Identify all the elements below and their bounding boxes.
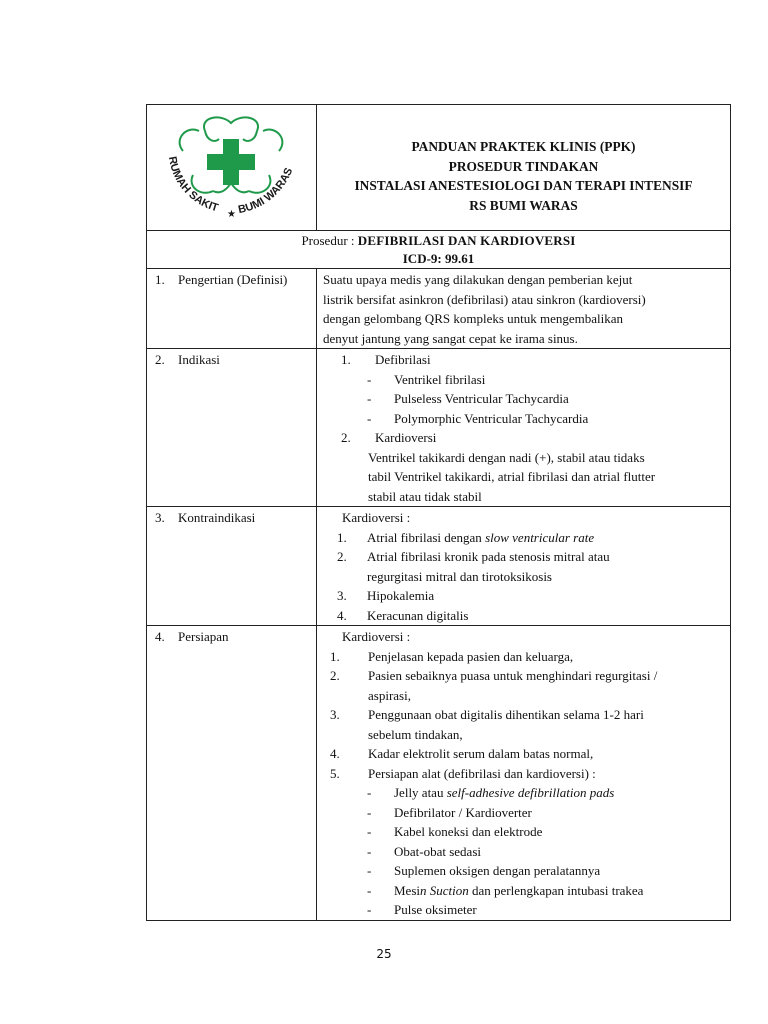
section-label-persiapan: 4. Persiapan: [147, 626, 317, 921]
sub-item: - Kabel koneksi dan elektrode: [367, 824, 543, 839]
hospital-logo: [147, 105, 317, 226]
persiapan-intro: Kardioversi :: [342, 629, 411, 644]
kardioversi-desc: tabil Ventrikel takikardi, atrial fibrilasi dan atrial flutter: [368, 469, 656, 484]
logo-text-left: RUMAH SAKIT: [165, 155, 220, 215]
header-title-1: PANDUAN PRAKTEK KLINIS (PPK): [411, 139, 636, 154]
list-item: 2. Pasien sebaiknya puasa untuk menghindari regurgitasi / aspirasi,: [330, 668, 658, 703]
sub-item: - Ventrikel fibrilasi: [367, 371, 486, 387]
logo-cell: [147, 105, 317, 231]
list-item: 1. Atrial fibrilasi dengan slow ventricular rate: [337, 529, 595, 545]
section-body-persiapan: [317, 626, 731, 921]
pengertian-line: dengan gelombang QRS kompleks untuk mengembalikan: [323, 311, 624, 326]
pengertian-line: Suatu upaya medis yang dilakukan dengan pemberian kejut: [323, 272, 633, 287]
sub-item: - Pulse oksimeter: [367, 902, 477, 917]
header-title-4: RS BUMI WARAS: [469, 197, 578, 213]
pengertian-line: denyut jantung yang sangat cepat ke irama sinus.: [323, 330, 578, 346]
list-item: 4. Kadar elektrolit serum dalam batas normal,: [330, 746, 594, 761]
list-item: 3. Hipokalemia: [337, 588, 435, 603]
header-title-3: INSTALASI ANESTESIOLOGI DAN TERAPI INTENSIF: [354, 178, 693, 193]
section-body-kontraindikasi: [317, 507, 731, 626]
list-item: 5. Persiapan alat (defibrilasi dan kardioversi) :: [330, 765, 596, 781]
procedure-label: Prosedur :: [301, 233, 355, 248]
kardioversi-desc: Ventrikel takikardi dengan nadi (+), stabil atau tidaks: [368, 449, 645, 465]
section-label-indikasi: 2. Indikasi: [147, 349, 317, 507]
procedure-name: DEFIBRILASI DAN KARDIOVERSI: [357, 233, 576, 248]
section-label-kontraindikasi: 3. Kontraindikasi: [147, 507, 317, 626]
procedure-title-cell: [147, 231, 731, 269]
ppk-table: [146, 104, 731, 921]
pengertian-line: listrik bersifat asinkron (defibrilasi) atau sinkron (kardioversi): [323, 291, 646, 307]
page-number: 25: [376, 947, 392, 961]
section-label-pengertian: 1. Pengertian (Definisi): [147, 269, 317, 349]
list-item: 3. Penggunaan obat digitalis dihentikan selama 1-2 hari sebelum tindakan,: [330, 707, 644, 742]
sub-item: - Suplemen oksigen dengan peralatannya: [367, 863, 601, 878]
logo-text-right: BUMI WARAS: [237, 166, 296, 217]
list-item: 1. Defibrilasi: [341, 352, 431, 367]
header-title-2: PROSEDUR TINDAKAN: [448, 158, 599, 174]
list-item: 2. Kardioversi: [341, 430, 437, 445]
kardioversi-desc: stabil atau tidak stabil: [368, 488, 482, 504]
icd-code: ICD-9: 99.61: [402, 251, 475, 266]
sub-item: - Polymorphic Ventricular Tachycardia: [367, 410, 589, 426]
sub-item: - Obat-obat sedasi: [367, 843, 482, 859]
section-body-pengertian: [317, 269, 731, 349]
list-item: 2. Atrial fibrilasi kronik pada stenosis mitral atau regurgitasi mitral dan tirotoksikosis: [337, 549, 610, 584]
list-item: 1. Penjelasan kepada pasien dan keluarga,: [330, 648, 574, 664]
sub-item: - Mesin Suction dan perlengkapan intubasi trakea: [367, 882, 644, 898]
sub-item: - Jelly atau self-adhesive defibrillation pads: [367, 785, 615, 800]
section-body-indikasi: [317, 349, 731, 507]
document-header: [317, 105, 731, 231]
logo-star-icon: ★: [227, 209, 236, 220]
sub-item: - Defibrilator / Kardioverter: [367, 804, 532, 820]
sub-item: - Pulseless Ventricular Tachycardia: [367, 391, 569, 406]
kontraindikasi-intro: Kardioversi :: [342, 510, 411, 525]
list-item: 4. Keracunan digitalis: [337, 607, 469, 623]
